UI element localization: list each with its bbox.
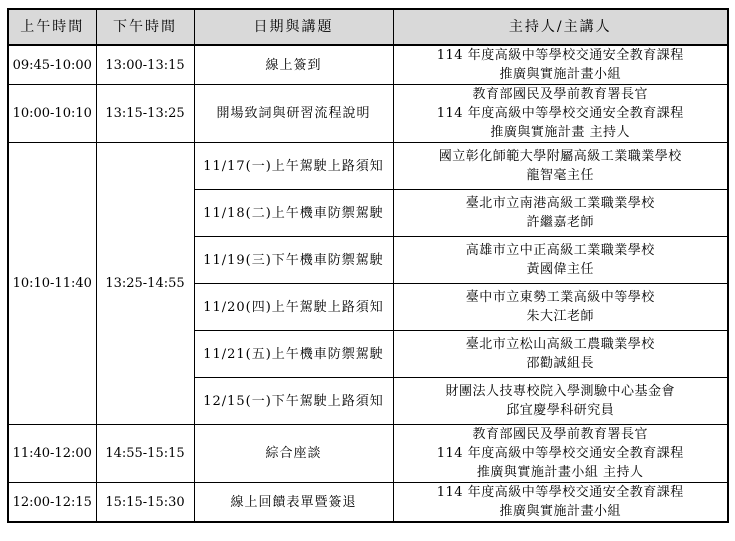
topic-cell: 12/15(一)下午駕駛上路須知 [194, 378, 393, 425]
table-row [8, 45, 728, 85]
host-line: 推廣與實施計畫小組 主持人 [476, 465, 644, 480]
topic-cell: 11/19(三)下午機車防禦駕駛 [194, 237, 393, 284]
topic-cell: 綜合座談 [194, 425, 393, 483]
morning-time-cell: 09:45-10:00 [8, 45, 96, 85]
schedule-table [7, 8, 729, 523]
morning-time-cell: 12:00-12:15 [8, 483, 96, 523]
header-morning-time: 上午時間 [8, 9, 96, 45]
host-cell [393, 237, 728, 284]
host-line: 教育部國民及學前教育署長官 [472, 87, 648, 102]
schedule-sheet [7, 8, 729, 523]
morning-time-cell: 11:40-12:00 [8, 425, 96, 483]
host-line: 邱宜慶學科研究員 [506, 403, 615, 418]
host-cell [393, 45, 728, 85]
host-line: 龍智毫主任 [526, 168, 594, 183]
host-cell [393, 85, 728, 143]
afternoon-time-cell: 13:00-13:15 [96, 45, 194, 85]
morning-time-cell: 10:00-10:10 [8, 85, 96, 143]
topic-cell: 開場致詞與研習流程說明 [194, 85, 393, 143]
afternoon-time-cell: 13:15-13:25 [96, 85, 194, 143]
topic-cell: 線上簽到 [194, 45, 393, 85]
host-line: 推廣與實施計畫 主持人 [490, 125, 631, 140]
host-cell [393, 378, 728, 425]
host-line: 高雄市立中正高級工業職業學校 [465, 243, 655, 258]
topic-cell: 11/21(五)上午機車防禦駕駛 [194, 331, 393, 378]
host-line: 黃國偉主任 [526, 262, 594, 277]
topic-cell: 11/18(二)上午機車防禦駕駛 [194, 190, 393, 237]
topic-cell: 線上回饋表單暨簽退 [194, 483, 393, 523]
table-row [8, 425, 728, 483]
host-line: 114 年度高級中等學校交通安全教育課程 [436, 446, 684, 461]
host-line: 114 年度高級中等學校交通安全教育課程 [436, 106, 684, 121]
host-line: 臺北市立南港高級工業職業學校 [465, 196, 655, 211]
host-line: 114 年度高級中等學校交通安全教育課程 [436, 48, 684, 63]
host-line: 114 年度高級中等學校交通安全教育課程 [436, 485, 684, 500]
morning-time-cell: 10:10-11:40 [8, 143, 96, 425]
host-line: 國立彰化師範大學附屬高級工業職業學校 [438, 149, 682, 164]
host-cell [393, 284, 728, 331]
afternoon-time-cell: 14:55-15:15 [96, 425, 194, 483]
host-line: 推廣與實施計畫小組 [499, 504, 621, 519]
host-line: 財團法人技專校院入學測驗中心基金會 [445, 384, 675, 399]
host-cell [393, 190, 728, 237]
host-line: 許繼嘉老師 [526, 215, 594, 230]
topic-cell: 11/20(四)上午駕駛上路須知 [194, 284, 393, 331]
table-row [8, 85, 728, 143]
table-row [8, 143, 728, 190]
host-cell [393, 143, 728, 190]
host-cell [393, 425, 728, 483]
host-line: 朱大江老師 [526, 309, 594, 324]
host-line: 臺中市立東勢工業高級中等學校 [465, 290, 655, 305]
host-line: 邵勸誠組長 [526, 356, 594, 371]
host-cell [393, 483, 728, 523]
header-date-topic: 日期與講題 [194, 9, 393, 45]
host-line: 教育部國民及學前教育署長官 [472, 427, 648, 442]
header-row [8, 9, 728, 45]
table-row [8, 483, 728, 523]
host-line: 臺北市立松山高級工農職業學校 [465, 337, 655, 352]
host-cell [393, 331, 728, 378]
header-host-speaker: 主持人/主講人 [393, 9, 728, 45]
topic-cell: 11/17(一)上午駕駛上路須知 [194, 143, 393, 190]
afternoon-time-cell: 15:15-15:30 [96, 483, 194, 523]
afternoon-time-cell: 13:25-14:55 [96, 143, 194, 425]
header-afternoon-time: 下午時間 [96, 9, 194, 45]
host-line: 推廣與實施計畫小組 [499, 67, 621, 82]
